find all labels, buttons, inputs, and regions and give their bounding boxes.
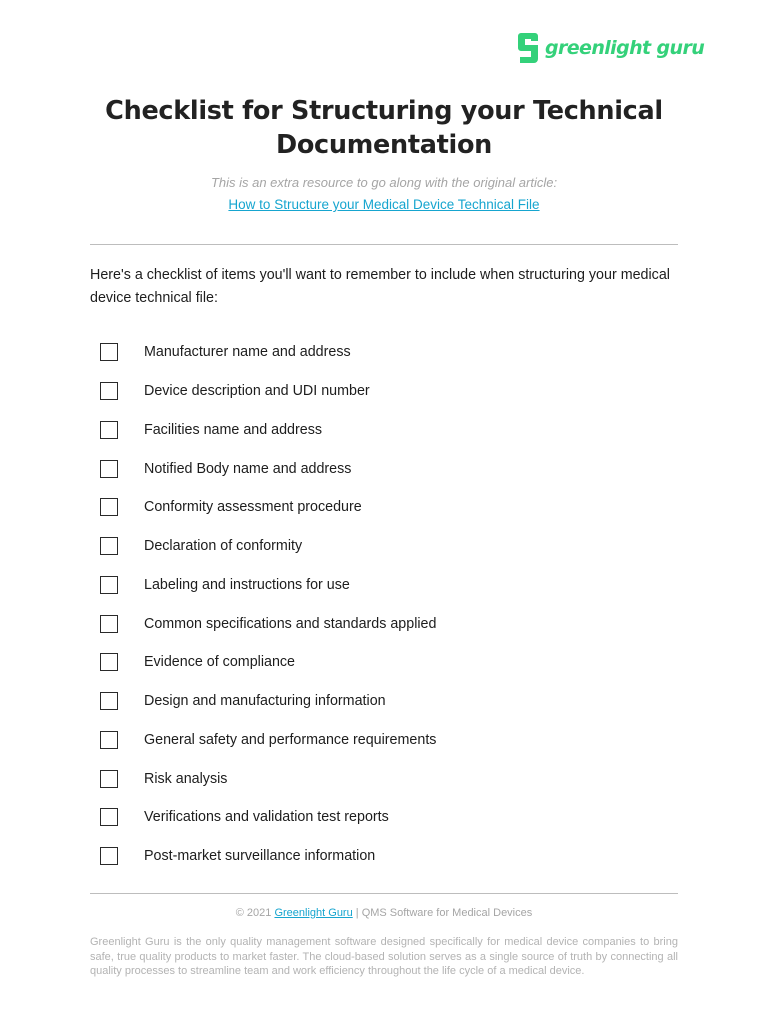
checkbox[interactable] [100,808,118,826]
checklist-item [100,798,660,837]
checklist-item-label: Labeling and instructions for use [144,576,350,593]
checklist-item-label: Notified Body name and address [144,460,352,477]
checklist-item [100,488,660,527]
checklist-item-label: Declaration of conformity [144,538,303,555]
checklist-item [100,837,660,876]
company-link[interactable]: Greenlight Guru [274,907,353,919]
original-article-link[interactable]: How to Structure your Medical Device Technical File [228,197,540,212]
checklist-item-label: Verifications and validation test reports [144,809,389,826]
company-description: Greenlight Guru is the only quality management software designed specifically for medical device companies to bring safe, true quality products to market faster. The cloud-based solution serves as a single source of truth by connecting all quality processes to streamline team and work efficiency throughout the life cycle of a medical device. [90,936,678,977]
technical-file-checklist [100,333,660,876]
checklist-item [100,759,660,798]
checkbox[interactable] [100,847,118,865]
checklist-item [100,372,660,411]
checklist-item-label: Post-market surveillance information [144,848,376,865]
resource-note: This is an extra resource to go along with the original article: [210,175,558,190]
checkbox[interactable] [100,537,118,555]
checklist-item-label: General safety and performance requirements [144,731,437,748]
checklist-item [100,643,660,682]
intro-text: Here's a checklist of items you'll want to remember to include when structuring your medical device technical file: [90,267,670,306]
checklist-item [100,449,660,488]
checklist-item [100,721,660,760]
checklist-item [100,682,660,721]
checklist-item-label: Risk analysis [144,770,228,787]
checklist-item-label: Common specifications and standards applied [144,615,437,632]
copyright-prefix: © 2021 [235,907,275,919]
checklist-item [100,411,660,450]
page-title: Checklist for Structuring your Technical Documentation [105,96,663,160]
checklist-item-label: Evidence of compliance [144,654,295,671]
checklist-item [100,527,660,566]
checklist-item-label: Manufacturer name and address [144,344,351,361]
footer-copyright [90,907,678,919]
article-link-wrapper [90,197,678,212]
checklist-item [100,604,660,643]
checkbox[interactable] [100,498,118,516]
checkbox[interactable] [100,343,118,361]
checklist-item-label: Facilities name and address [144,421,323,438]
checkbox[interactable] [100,421,118,439]
checkbox[interactable] [100,382,118,400]
checkbox[interactable] [100,615,118,633]
brand-logo[interactable] [517,32,704,64]
checkbox[interactable] [100,770,118,788]
bottom-divider [90,893,678,894]
checklist-item [100,333,660,372]
greenlight-g-icon [517,32,539,64]
copyright-suffix: | QMS Software for Medical Devices [352,907,533,919]
brand-name: greenlight guru [545,37,705,59]
top-divider [90,244,678,245]
checkbox[interactable] [100,731,118,749]
checkbox[interactable] [100,576,118,594]
checklist-item-label: Design and manufacturing information [144,693,386,710]
checkbox[interactable] [100,653,118,671]
checkbox[interactable] [100,692,118,710]
checkbox[interactable] [100,460,118,478]
checklist-item [100,566,660,605]
checklist-item-label: Conformity assessment procedure [144,499,362,516]
checklist-item-label: Device description and UDI number [144,383,370,400]
